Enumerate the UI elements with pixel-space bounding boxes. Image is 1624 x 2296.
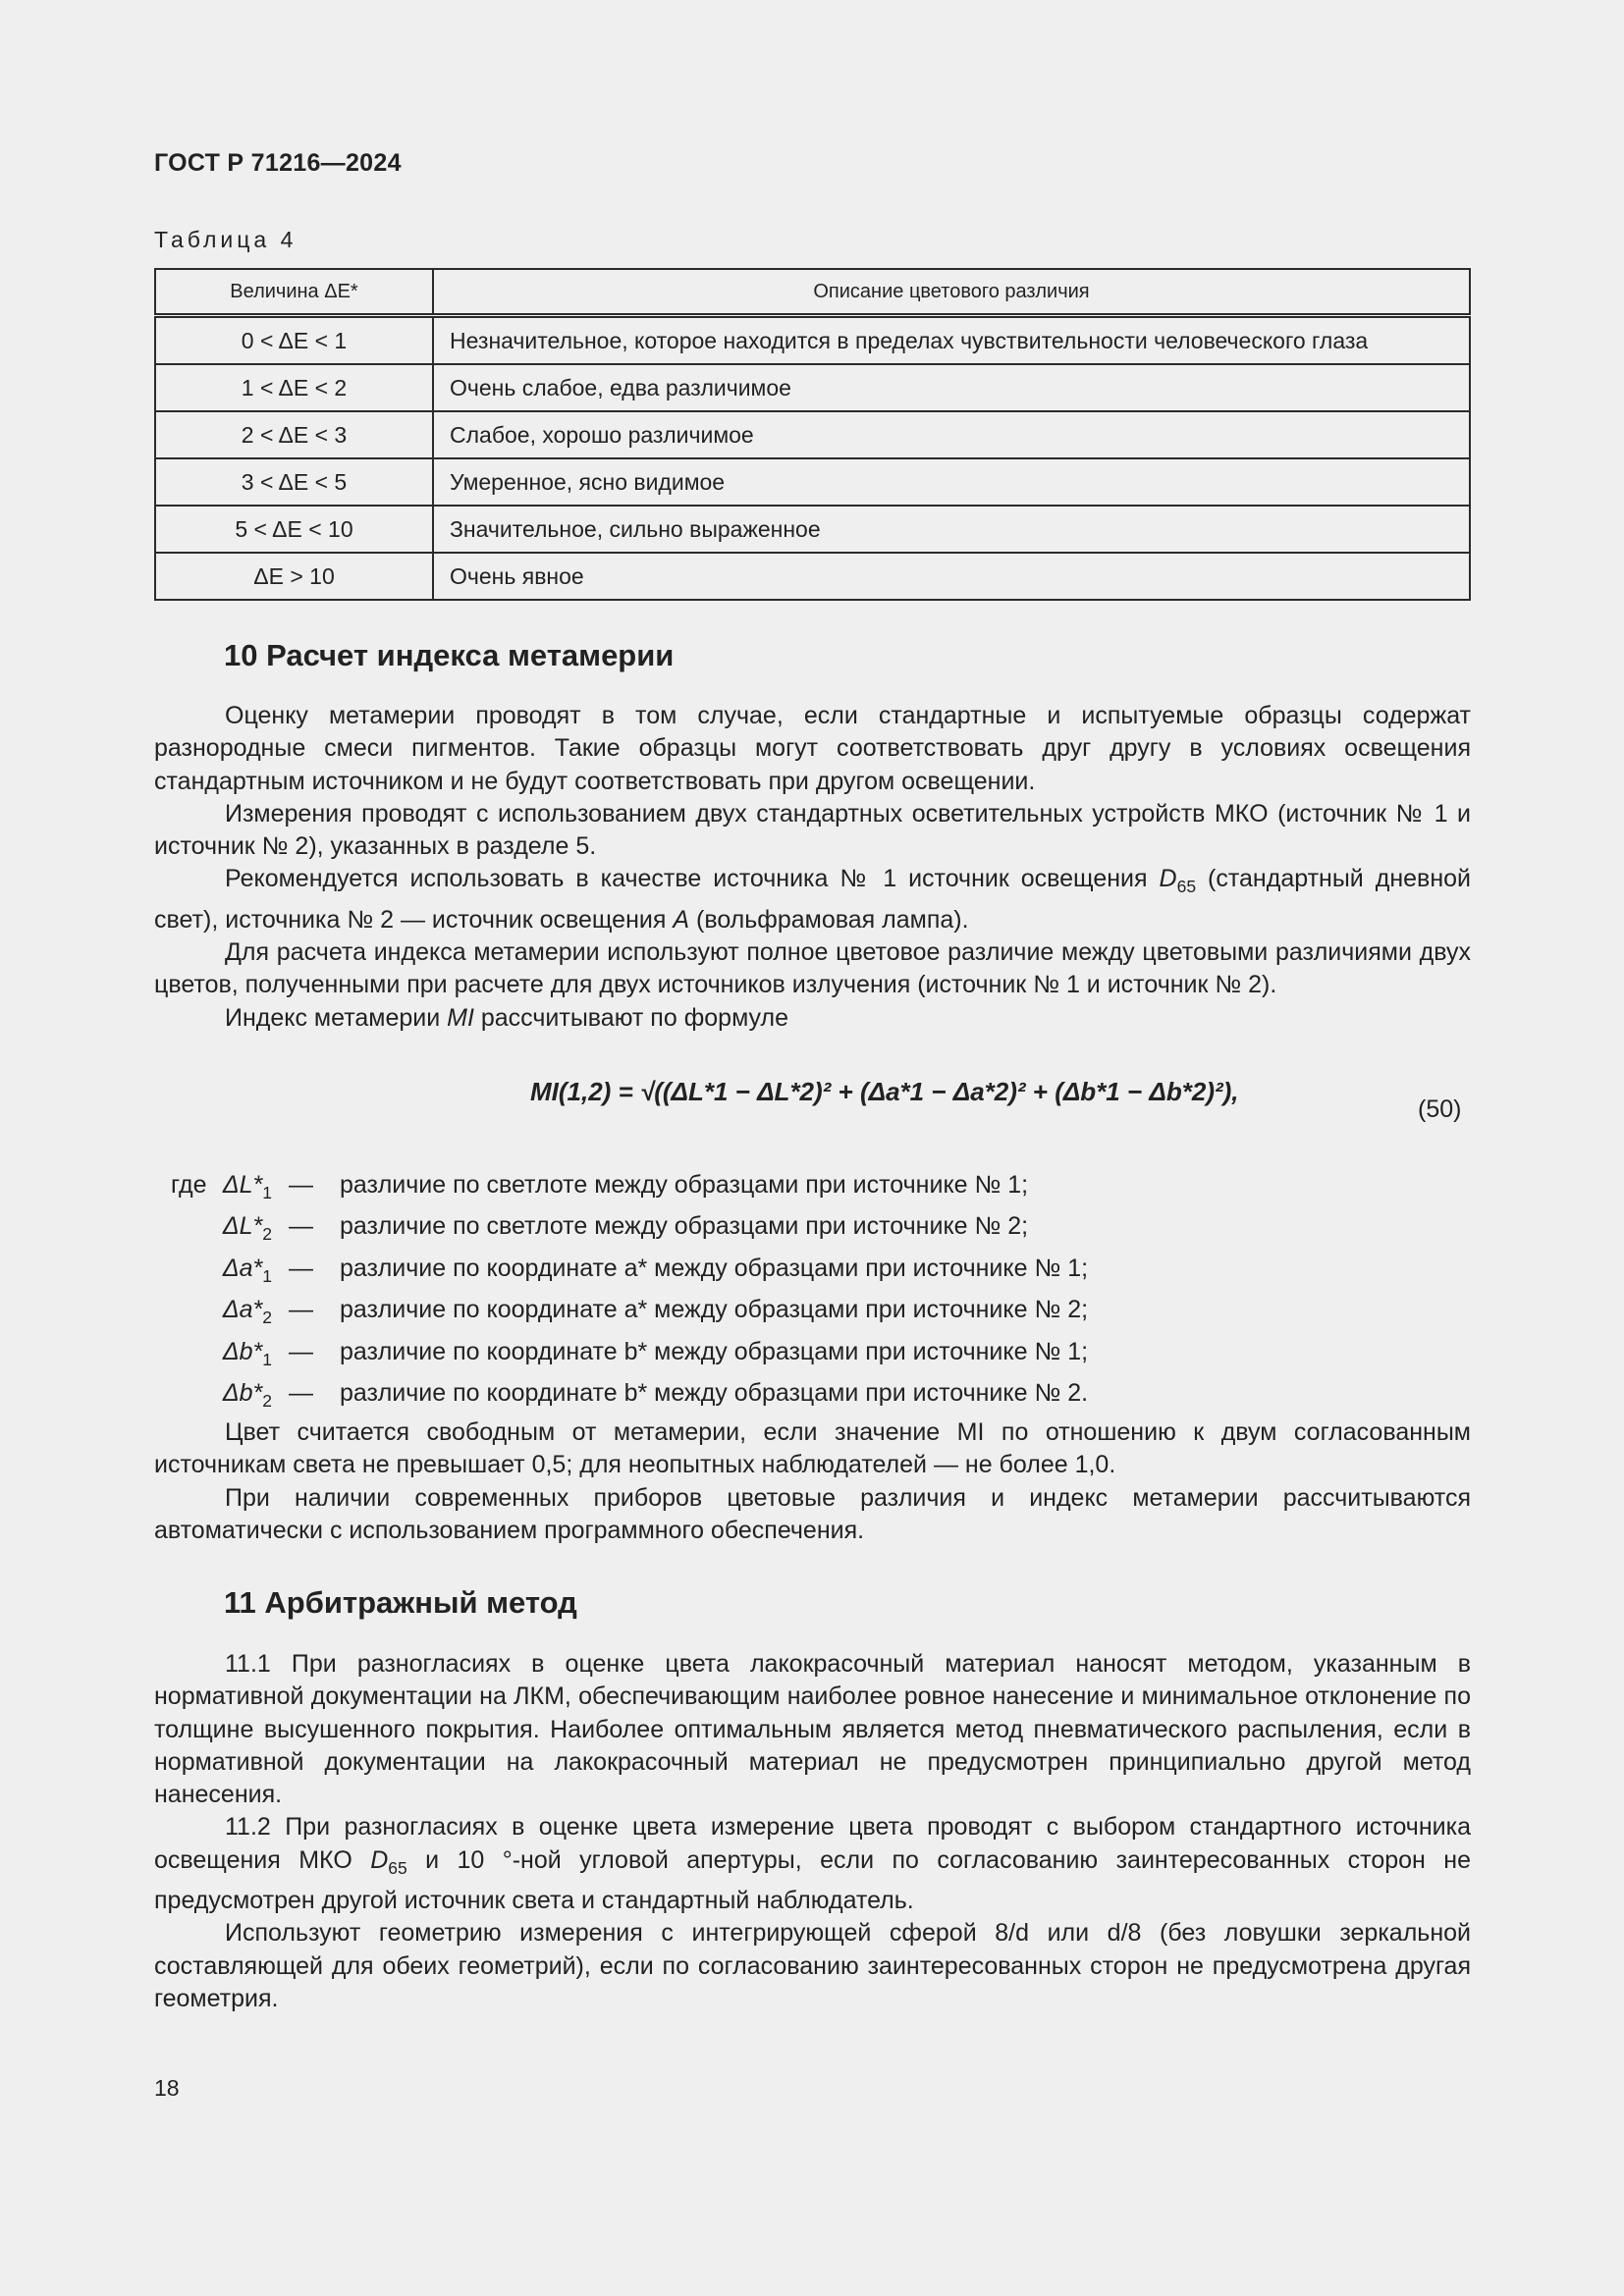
equation-number: (50) [1418,1095,1462,1123]
legend-symbol: $\Delta b*_1$ [222,1337,272,1369]
paragraph: Используют геометрию измерения с интегрирующей сферой 8/d или d/8 (без ловушки зеркальной составляющей для обеих геометрий), если по согласованию заинтересованных сторон не предусмотрена другая геометрия. [154,1919,1471,2012]
table-cell-range: 1 < ΔE < 2 [155,364,433,411]
table-cell-description: Очень слабое, едва различимое [433,364,1470,411]
legend-symbol: $\Delta a*_2$ [222,1296,272,1328]
paragraph: Для расчета индекса метамерии используют полное цветовое различие между цветовыми различиями двух цветов, полученными при расчете для двух источников излучения (источник № 1 и источник № 2). [154,938,1471,999]
section-11-text [154,1648,1471,2015]
table-row [155,316,1470,365]
legend-text: различие по координате a* между образцами при источнике № 1; [340,1254,1089,1282]
table-row [155,506,1470,553]
legend-dash: — [289,1171,313,1199]
paragraph: 11.2 При разногласиях в оценке цвета измерение цвета проводят с выбором стандартного источника освещения МКО $D_{65}$ и 10 °-ной угловой апертуры, если по согласованию заинтересованных сторон не предусмотрен другой источник света и стандартный наблюдатель. [154,1813,1471,1915]
table-cell-description: Очень явное [433,553,1470,600]
paragraph: 11.1 При разногласиях в оценке цвета лакокрасочный материал наносят методом, указанным в нормативной документации на ЛКМ, обеспечивающим наиболее ровное нанесение и минимальное отклонение по толщине высушенного покрытия. Наиболее оптимальным является метод пневматического распыления, если в нормативной документации на лакокрасочный материал не предусмотрен принципиально другой метод нанесения. [154,1650,1471,1809]
table-header-row [155,269,1470,316]
table-cell-range: 0 < ΔE < 1 [155,316,433,365]
legend-text: различие по координате b* между образцами при источнике № 2. [340,1378,1089,1407]
legend-text: различие по светлоте между образцами при источнике № 1; [340,1171,1029,1199]
legend-symbol: $\Delta b*_2$ [222,1378,272,1411]
color-difference-table [154,268,1471,601]
table-row [155,411,1470,458]
paragraph: При наличии современных приборов цветовые различия и индекс метамерии рассчитываются автоматически с использованием программного обеспечения. [154,1483,1471,1544]
page-number: 18 [154,2075,180,2101]
legend-symbol: $\Delta a*_1$ [222,1254,272,1286]
legend-dash: — [289,1212,313,1241]
legend-symbol: $\Delta L*_1$ [222,1171,272,1202]
metamerism-formula: MI(1,2) = √((ΔL*1 − ΔL*2)² + (Δa*1 − Δa*2)² + (Δb*1 − Δb*2)²), [530,1077,1239,1106]
paragraph: Рекомендуется использовать в качестве источника № 1 источник освещения $D_{65}$ (стандартный дневной свет), источника № 2 — источник освещения A (вольфрамовая лампа). [154,865,1471,934]
table-row [155,364,1470,411]
table-cell-description: Умеренное, ясно видимое [433,458,1470,506]
paragraph: Цвет считается свободным от метамерии, если значение MI по отношению к двум согласованным источникам света не превышает 0,5; для неопытных наблюдателей — не более 1,0. [154,1418,1471,1479]
legend-dash: — [289,1337,313,1365]
paragraph: Оценку метамерии проводят в том случае, если стандартные и испытуемые образцы содержат разнородные смеси пигментов. Такие образцы могут соответствовать друг другу в условиях освещения стандартным источником и не будут соответствовать при другом освещении. [154,702,1471,795]
section-10-conclusion [154,1416,1471,1547]
table-header-description: Описание цветового различия [433,269,1470,316]
legend-text: различие по координате b* между образцами при источнике № 1; [340,1337,1089,1365]
paragraph: Измерения проводят с использованием двух стандартных осветительных устройств МКО (источник № 1 и источник № 2), указанных в разделе 5. [154,799,1471,861]
document-header: ГОСТ Р 71216—2024 [154,149,402,177]
legend-symbol: $\Delta L*_2$ [222,1212,272,1245]
legend-text: различие по светлоте между образцами при источнике № 2; [340,1212,1029,1241]
legend-text: различие по координате a* между образцами при источнике № 2; [340,1296,1089,1324]
paragraph: Индекс метамерии MI рассчитывают по формуле [225,1003,788,1032]
table-cell-description: Слабое, хорошо различимое [433,411,1470,458]
where-word: где [171,1171,207,1199]
table-row [155,553,1470,600]
legend-dash: — [289,1254,313,1282]
table-cell-description: Значительное, сильно выраженное [433,506,1470,553]
table-caption: Таблица 4 [154,227,298,252]
legend-dash: — [289,1296,313,1324]
legend-dash: — [289,1378,313,1407]
table-cell-range: 5 < ΔE < 10 [155,506,433,553]
table-cell-range: ΔE > 10 [155,553,433,600]
section-11-heading: 11 Арбитражный метод [224,1585,577,1620]
table-header-magnitude: Величина ΔE* [155,269,433,316]
section-10-heading: 10 Расчет индекса метамерии [224,638,675,672]
table-cell-range: 2 < ΔE < 3 [155,411,433,458]
table-cell-description: Незначительное, которое находится в пределах чувствительности человеческого глаза [433,316,1470,365]
section-10-text [154,700,1471,1035]
table-cell-range: 3 < ΔE < 5 [155,458,433,506]
table-row [155,458,1470,506]
